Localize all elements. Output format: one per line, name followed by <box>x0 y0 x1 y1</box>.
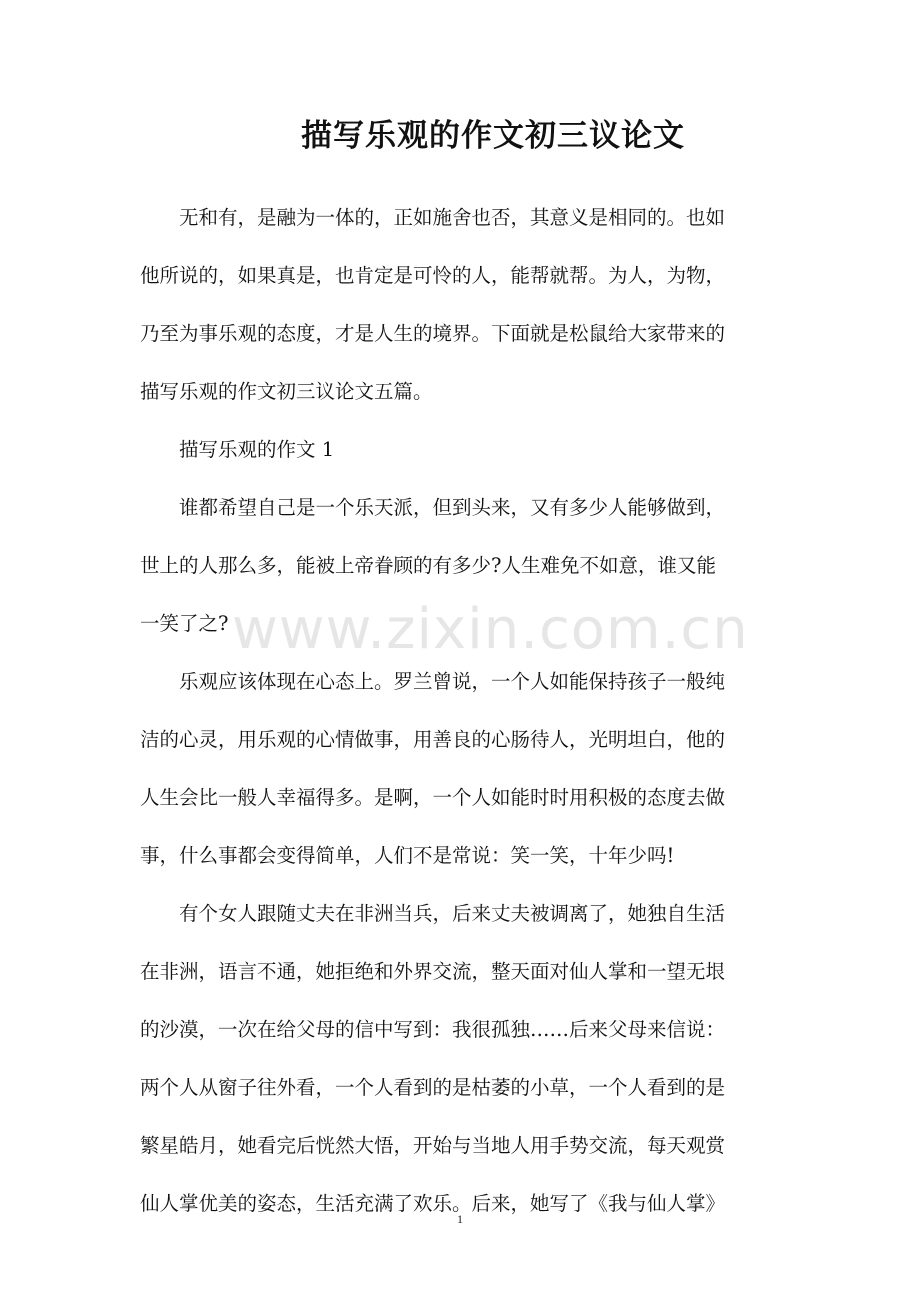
paragraph-line: 一笑了之? <box>140 612 229 635</box>
paragraph-line: 两个人从窗子往外看，一个人看到的是枯萎的小草，一个人看到的是 <box>140 1076 726 1099</box>
body-paragraph <box>140 189 786 421</box>
watermark: www.zixin.com.cn <box>232 597 749 662</box>
body-paragraph <box>140 885 786 1233</box>
paragraph-line: 人生会比一般人幸福得多。是啊，一个人如能时时用积极的态度去做 <box>140 786 726 809</box>
paragraph-line: 仙人掌优美的姿态，生活充满了欢乐。后来，她写了《我与仙人掌》 <box>140 1192 726 1215</box>
body-paragraph <box>140 421 786 479</box>
body-paragraph <box>140 479 786 653</box>
paragraph-line: 谁都希望自己是一个乐天派，但到头来，又有多少人能够做到， <box>179 496 726 519</box>
paragraph-line: 事，什么事都会变得简单，人们不是常说：笑一笑，十年少吗! <box>140 844 675 867</box>
paragraph-line: 洁的心灵，用乐观的心情做事，用善良的心肠待人，光明坦白，他的 <box>140 728 726 751</box>
paragraph-line: 在非洲，语言不通，她拒绝和外界交流，整天面对仙人掌和一望无垠 <box>140 960 726 983</box>
paragraph-line: 乃至为事乐观的态度，才是人生的境界。下面就是松鼠给大家带来的 <box>140 322 726 345</box>
paragraph-line: 描写乐观的作文初三议论文五篇。 <box>140 380 433 403</box>
paragraph-line: 无和有，是融为一体的，正如施舍也否，其意义是相同的。也如 <box>179 206 726 229</box>
paragraph-line: 描写乐观的作文 1 <box>179 438 335 461</box>
page-number: 1 <box>457 1212 463 1226</box>
paragraph-line: 有个女人跟随丈夫在非洲当兵，后来丈夫被调离了，她独自生活 <box>179 902 726 925</box>
document-title: 描写乐观的作文初三议论文 <box>301 118 685 154</box>
document-body <box>140 189 786 1233</box>
paragraph-line: 世上的人那么多，能被上帝眷顾的有多少?人生难免不如意，谁又能 <box>140 554 716 577</box>
body-paragraph <box>140 653 786 885</box>
paragraph-line: 的沙漠，一次在给父母的信中写到：我很孤独……后来父母来信说： <box>140 1018 726 1041</box>
paragraph-line: 繁星皓月，她看完后恍然大悟，开始与当地人用手势交流，每天观赏 <box>140 1134 726 1157</box>
paragraph-line: 乐观应该体现在心态上。罗兰曾说，一个人如能保持孩子一般纯 <box>179 670 726 693</box>
paragraph-line: 他所说的，如果真是，也肯定是可怜的人，能帮就帮。为人，为物， <box>140 264 726 287</box>
